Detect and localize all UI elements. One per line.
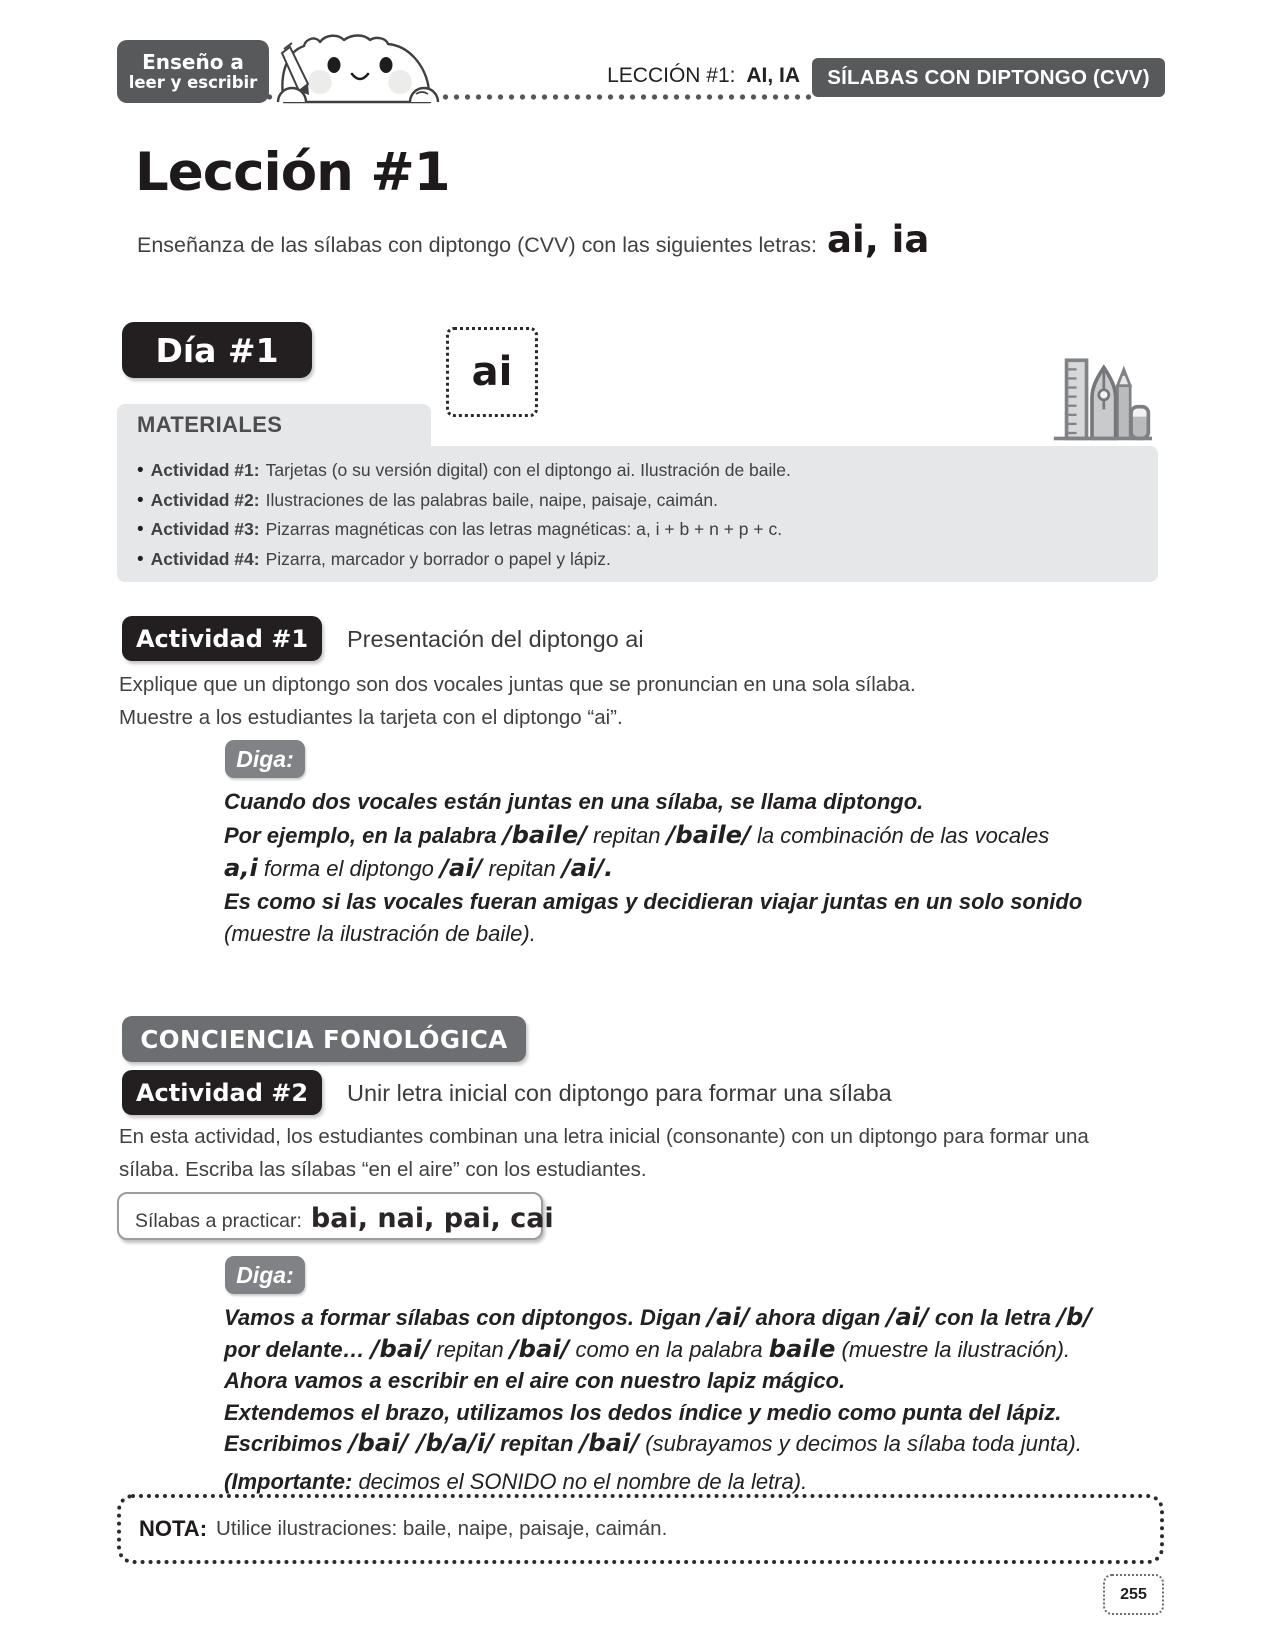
materials-item	[137, 545, 1158, 575]
stationery-icon	[1052, 352, 1152, 444]
materials-item-label: Actividad #2:	[150, 489, 260, 510]
materials-item	[137, 486, 1158, 516]
syllables-label: Sílabas a practicar:	[135, 1210, 302, 1232]
diga-script-2: Vamos a formar sílabas con diptongos. Digan /ai/ ahora digan /ai/ con la letra /b/ por delante… /bai/ repitan /bai/ como en la palabra baile (muestre la ilustración). Ahora vamos a escribir en el aire con nuestro lapiz mágico. Extendemos el brazo, utilizamos los dedos índice y medio como punta del lápiz. Escribimos /bai/ /b/a/i/ repitan /bai/ (subrayamos y decimos la sílaba toda junta). (Importante: decimos el SONIDO no el nombre de la letra).	[224, 1303, 1093, 1494]
mascot-paper-character-icon	[268, 32, 453, 104]
diga-badge-1: Diga:	[225, 740, 305, 778]
page-number: 255	[1103, 1574, 1164, 1615]
syllables-value: bai, nai, pai, cai	[310, 1203, 554, 1234]
page-title: Lección #1	[135, 142, 450, 203]
nota-text: Utilice ilustraciones: baile, naipe, paisaje, caimán.	[216, 1517, 668, 1540]
bullet-icon: •	[137, 460, 144, 481]
materials-item-text: Pizarras magnéticas con las letras magnéticas: a, i + b + n + p + c.	[265, 519, 783, 539]
activity1-intro-line2: Muestre a los estudiantes la tarjeta con el diptongo “ai”.	[119, 706, 623, 729]
nota-label: NOTA:	[139, 1516, 208, 1541]
materials-item-text: Tarjetas (o su versión digital) con el diptongo ai. Ilustración de baile.	[265, 460, 791, 480]
topic-badge: SÍLABAS CON DIPTONGO (CVV)	[812, 58, 1165, 97]
brand-line2: leer y escribir	[128, 72, 258, 92]
activity1-intro	[119, 668, 916, 734]
materials-item	[137, 515, 1158, 545]
activity2-intro-line1: En esta actividad, los estudiantes combinan una letra inicial (consonante) con un diptongo para formar una	[119, 1125, 1089, 1148]
materials-item	[137, 456, 1158, 486]
diphthong-card: ai	[446, 327, 538, 417]
activity2-intro	[119, 1120, 1089, 1186]
materials-item-label: Actividad #4:	[150, 548, 260, 569]
subtitle	[137, 218, 929, 261]
materials-panel	[117, 446, 1158, 582]
day-badge: Día #1	[122, 322, 312, 378]
syllables-practice-box	[117, 1192, 554, 1240]
bullet-icon: •	[137, 519, 144, 540]
bullet-icon: •	[137, 489, 144, 511]
activity1-heading: Presentación del diptongo ai	[347, 626, 644, 652]
materials-item-text: Ilustraciones de las palabras baile, naipe, paisaje, caimán.	[265, 489, 718, 510]
activity2-heading: Unir letra inicial con diptongo para formar una sílaba	[347, 1080, 892, 1106]
activity1-badge: Actividad #1	[122, 616, 322, 661]
lesson-value: AI, IA	[746, 64, 800, 87]
lesson-label: LECCIÓN #1:	[607, 64, 736, 87]
activity1-intro-line1: Explique que un diptongo son dos vocales juntas que se pronuncian en una sola sílaba.	[119, 673, 916, 696]
header-lesson-line	[460, 64, 800, 88]
materials-heading: MATERIALES	[117, 404, 431, 446]
diga-badge-2: Diga:	[225, 1256, 305, 1294]
activity2-intro-line2: sílaba. Escriba las sílabas “en el aire” con los estudiantes.	[119, 1158, 647, 1181]
nota-box	[117, 1494, 1164, 1564]
diga-script-1: Cuando dos vocales están juntas en una sílaba, se llama diptongo. Por ejemplo, en la palabra /baile/ repitan /baile/ la combinación de las vocales a,i forma el diptongo /ai/ repitan /ai/. Es como si las vocales fueran amigas y decidieran viajar juntas en un solo sonido (muestre la ilustración de baile).	[224, 789, 1083, 946]
brand-line1: Enseño a	[142, 49, 244, 74]
activity2-badge: Actividad #2	[122, 1070, 322, 1115]
materials-item-text: Pizarra, marcador y borrador o papel y lápiz.	[265, 548, 611, 569]
brand-badge	[117, 40, 269, 103]
bullet-icon: •	[137, 548, 144, 570]
subtitle-text: Enseñanza de las sílabas con diptongo (CVV) con las siguientes letras:	[137, 233, 818, 257]
materials-item-label: Actividad #1:	[150, 460, 260, 480]
section-fonologica-badge: CONCIENCIA FONOLÓGICA	[122, 1016, 526, 1062]
materials-item-label: Actividad #3:	[150, 519, 260, 539]
subtitle-letters: ai, ia	[827, 218, 930, 261]
